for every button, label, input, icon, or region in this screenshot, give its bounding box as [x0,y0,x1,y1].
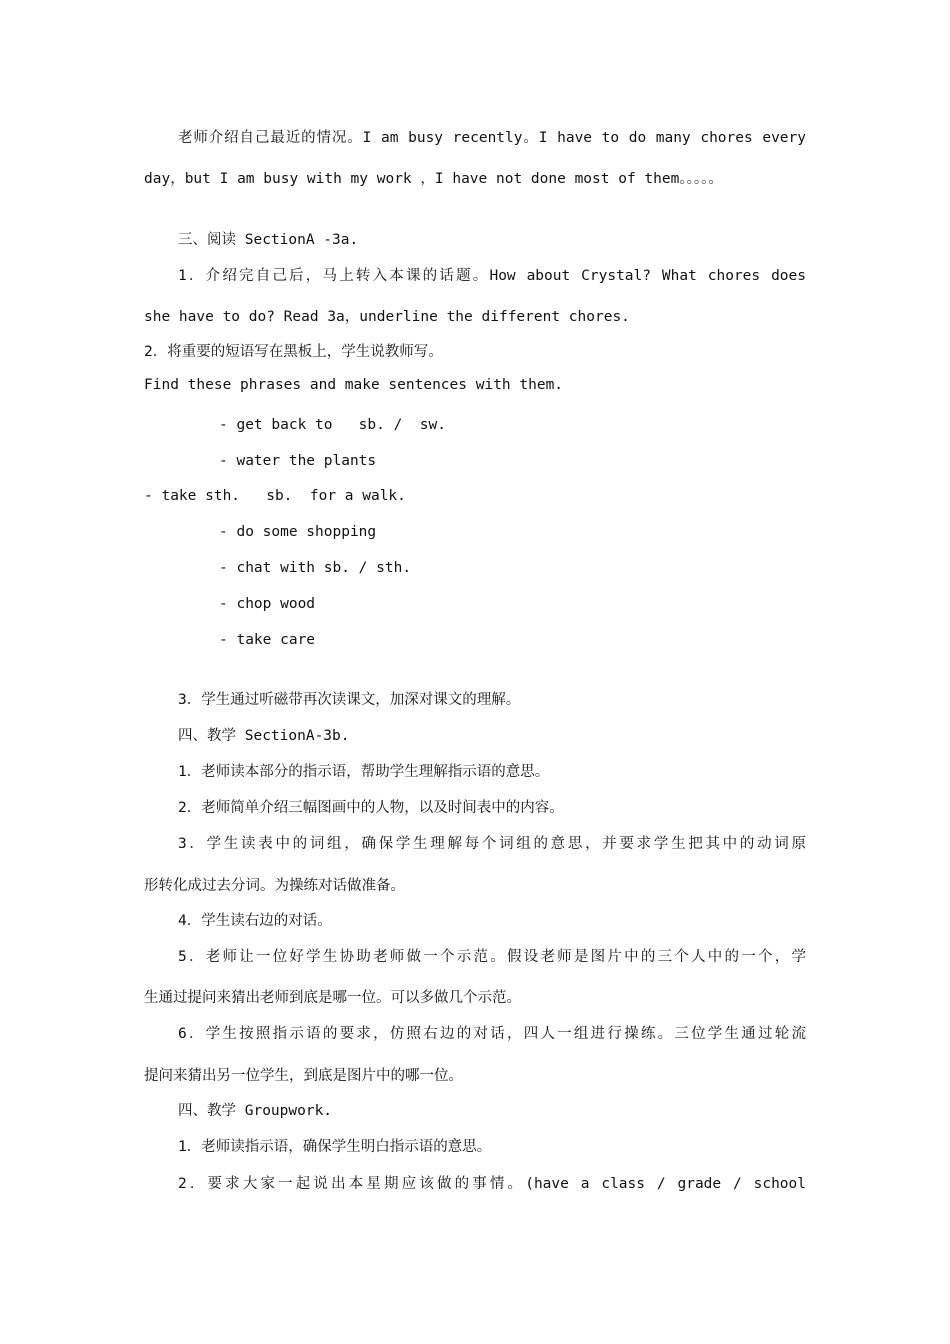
section-3-item-3: 3．学生通过听磁带再次读课文，加深对课文的理解。 [178,692,521,708]
section-4a-item-5-line-2: 生通过提问来猜出老师到底是哪一位。可以多做几个示范。 [144,990,521,1006]
phrase-item: - take sth. sb. for a walk. [144,488,406,504]
phrase-item: - chat with sb. / sth. [219,560,412,576]
phrase-item: - do some shopping [219,524,377,540]
section-4a-item-2: 2．老师简单介绍三幅图画中的人物，以及时间表中的内容。 [178,800,564,816]
section-3-item-1-line-2: she have to do? Read 3a，underline the different chores. [144,309,630,325]
phrase-item: - get back to sb. / sw. [219,417,446,433]
phrase-item: - water the plants [219,453,377,469]
section-4b-heading: 四、教学 Groupwork. [178,1103,333,1119]
section-4a-item-4: 4．学生读右边的对话。 [178,913,332,929]
section-4a-item-3-line-2: 形转化成过去分词。为操练对话做准备。 [144,878,405,894]
find-phrases-instruction: Find these phrases and make sentences with them. [144,377,564,393]
section-4a-item-1: 1．老师读本部分的指示语，帮助学生理解指示语的意思。 [178,764,550,780]
section-3-heading: 三、阅读 SectionA -3a. [178,232,359,248]
section-3-item-2: 2．将重要的短语写在黑板上，学生说教师写。 [144,344,443,360]
phrase-item: - chop wood [219,596,316,612]
section-4a-item-5-line-1: 5．老师让一位好学生协助老师做一个示范。假设老师是图片中的三个人中的一个，学 [178,949,806,965]
intro-line-1: 老师介绍自己最近的情况。I am busy recently。I have to do many chores every [178,130,806,146]
section-4b-item-1: 1．老师读指示语，确保学生明白指示语的意思。 [178,1139,492,1155]
phrase-item: - take care [219,632,316,648]
section-3-item-1-line-1: 1．介绍完自己后，马上转入本课的话题。How about Crystal? What chores does [178,268,806,284]
section-4a-heading: 四、教学 SectionA-3b. [178,728,350,744]
section-4a-item-6-line-1: 6．学生按照指示语的要求，仿照右边的对话，四人一组进行操练。三位学生通过轮流 [178,1026,806,1042]
intro-line-2: day，but I am busy with my work ，I have not done most of them。。。。。 [144,171,723,187]
section-4a-item-6-line-2: 提问来猜出另一位学生，到底是图片中的哪一位。 [144,1068,463,1084]
section-4b-item-2: 2．要求大家一起说出本星期应该做的事情。(have a class / grade / school [178,1176,806,1192]
section-4a-item-3-line-1: 3．学生读表中的词组，确保学生理解每个词组的意思，并要求学生把其中的动词原 [178,836,806,852]
